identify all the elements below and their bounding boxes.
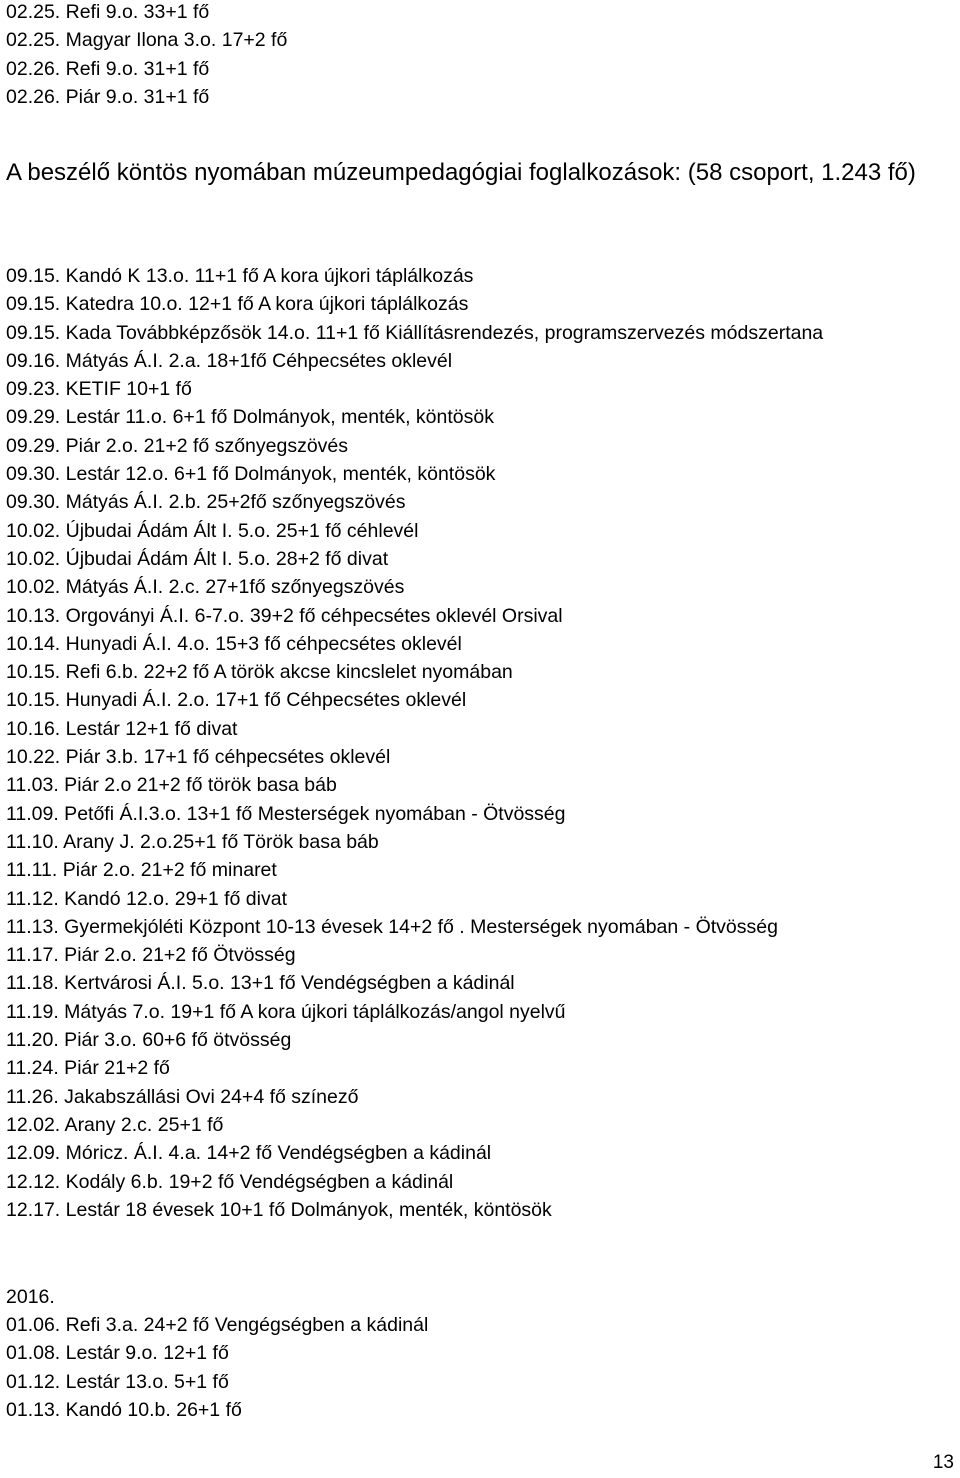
list-item: 09.16. Mátyás Á.I. 2.a. 18+1fő Céhpecsétes oklevél <box>6 349 453 372</box>
list-item: 01.08. Lestár 9.o. 12+1 fő <box>6 1342 229 1365</box>
list-item: 11.26. Jakabszállási Ovi 24+4 fő színező <box>6 1085 359 1108</box>
list-item: 11.18. Kertvárosi Á.I. 5.o. 13+1 fő Vendégségben a kádinál <box>6 972 515 995</box>
year-heading: 2016. <box>6 1286 55 1308</box>
list-item: 11.20. Piár 3.o. 60+6 fő ötvösség <box>6 1029 292 1052</box>
list-item: 09.23. KETIF 10+1 fő <box>6 378 192 401</box>
list-item: 10.13. Orgoványi Á.I. 6-7.o. 39+2 fő céhpecsétes oklevél Orsival <box>6 604 563 627</box>
list-item: 09.15. Kada Továbbképzősök 14.o. 11+1 fő Kiállításrendezés, programszervezés módszertana <box>6 321 824 344</box>
list-item: 10.22. Piár 3.b. 17+1 fő céhpecsétes oklevél <box>6 746 391 769</box>
list-item: 09.15. Kandó K 13.o. 11+1 fő A kora újkori táplálkozás <box>6 265 474 287</box>
list-item: 11.11. Piár 2.o. 21+2 fő minaret <box>6 859 277 882</box>
list-item: 11.03. Piár 2.o 21+2 fő török basa báb <box>6 774 337 797</box>
list-item: 11.17. Piár 2.o. 21+2 fő Ötvösség <box>6 944 296 967</box>
list-item: 10.02. Újbudai Ádám Ált I. 5.o. 25+1 fő céhlevél <box>6 519 419 542</box>
list-item: 02.25. Magyar Ilona 3.o. 17+2 fő <box>6 29 288 52</box>
list-item: 02.26. Refi 9.o. 31+1 fő <box>6 57 210 80</box>
list-item: 01.12. Lestár 13.o. 5+1 fő <box>6 1370 229 1393</box>
list-item: 10.02. Újbudai Ádám Ált I. 5.o. 28+2 fő divat <box>6 547 389 570</box>
list-item: 12.02. Arany 2.c. 25+1 fő <box>6 1113 224 1136</box>
list-item: 11.13. Gyermekjóléti Központ 10-13 évesek 14+2 fő . Mesterségek nyomában - Ötvösség <box>6 915 778 938</box>
list-item: 01.13. Kandó 10.b. 26+1 fő <box>6 1398 242 1421</box>
list-item: 09.30. Mátyás Á.I. 2.b. 25+2fő szőnyegszövés <box>6 491 406 514</box>
list-item: 09.15. Katedra 10.o. 12+1 fő A kora újkori táplálkozás <box>6 293 469 316</box>
list-item: 12.09. Móricz. Á.I. 4.a. 14+2 fő Vendégségben a kádinál <box>6 1142 492 1165</box>
list-item: 10.02. Mátyás Á.I. 2.c. 27+1fő szőnyegszövés <box>6 576 405 599</box>
list-item: 09.29. Piár 2.o. 21+2 fő szőnyegszövés <box>6 434 349 457</box>
page-number: 13 <box>932 1452 954 1473</box>
list-item: 10.16. Lestár 12+1 fő divat <box>6 717 238 740</box>
list-item: 01.06. Refi 3.a. 24+2 fő Vengégségben a kádinál <box>6 1314 429 1336</box>
list-item: 11.19. Mátyás 7.o. 19+1 fő A kora újkori táplálkozás/angol nyelvű <box>6 1000 566 1023</box>
program-entries-list <box>6 262 823 1224</box>
section-heading: A beszélő köntös nyomában múzeumpedagógiai foglalkozások: (58 csoport, 1.243 fő) <box>6 159 916 186</box>
list-item: 09.30. Lestár 12.o. 6+1 fő Dolmányok, menték, köntösök <box>6 463 496 486</box>
list-item: 02.25. Refi 9.o. 33+1 fő <box>6 1 210 23</box>
list-item: 11.24. Piár 21+2 fő <box>6 1057 170 1080</box>
list-item: 10.14. Hunyadi Á.I. 4.o. 15+3 fő céhpecsétes oklevél <box>6 632 462 655</box>
list-item: 11.12. Kandó 12.o. 29+1 fő divat <box>6 887 287 910</box>
list-item: 10.15. Refi 6.b. 22+2 fő A török akcse kincslelet nyomában <box>6 661 513 684</box>
list-item: 11.09. Petőfi Á.I.3.o. 13+1 fő Mesterségek nyomában - Ötvösség <box>6 802 566 825</box>
list-item: 11.10. Arany J. 2.o.25+1 fő Török basa báb <box>6 830 379 853</box>
list-item: 12.12. Kodály 6.b. 19+2 fő Vendégségben a kádinál <box>6 1170 454 1193</box>
list-item: 12.17. Lestár 18 évesek 10+1 fő Dolmányok, menték, köntösök <box>6 1198 552 1221</box>
list-item: 10.15. Hunyadi Á.I. 2.o. 17+1 fő Céhpecsétes oklevél <box>6 689 467 712</box>
list-item: 02.26. Piár 9.o. 31+1 fő <box>6 85 210 108</box>
year-entries-list <box>6 1311 428 1424</box>
list-item: 09.29. Lestár 11.o. 6+1 fő Dolmányok, menték, köntösök <box>6 406 494 429</box>
top-entries-list <box>6 0 287 111</box>
